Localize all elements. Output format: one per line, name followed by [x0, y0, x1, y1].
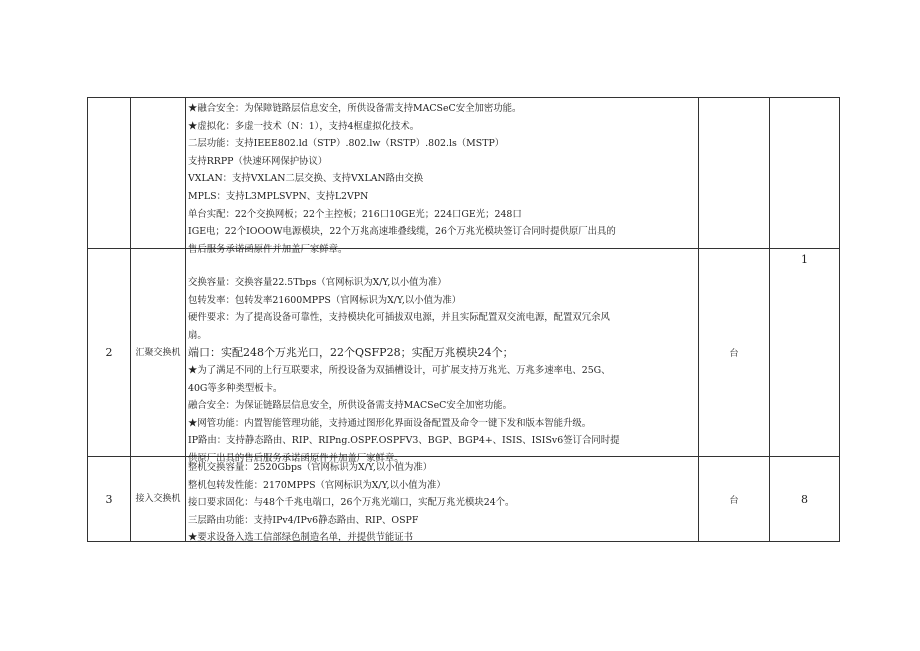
spec-line: 单台实配：22个交换网板；22个主控板；216口10GE光；224口GE光；248口	[188, 208, 522, 220]
row-index	[88, 98, 131, 249]
spec-lines	[186, 98, 698, 255]
spec-line: 扇。	[188, 329, 207, 341]
unit-cell: 台	[699, 249, 770, 457]
spec-line: ★为了满足不同的上行互联要求，所投设备为双插槽设计，可扩展支持万兆光、万兆多速率电、25G、	[188, 364, 611, 376]
spec-line: 融合安全：为保证链路层信息安全，所供设备需支持MACSeC安全加密功能。	[188, 400, 512, 412]
spec-line: MPLS：支持L3MPLSVPN、支持L2VPN	[188, 190, 369, 202]
spec-line: 硬件要求：为了提高设备可靠性，支持模块化可插拔双电源，并且实际配置双交流电源，配置双冗余风	[188, 312, 610, 324]
spec-line: 接口要求固化：与48个千兆电端口，26个万兆光端口，实配万兆光模块24个。	[188, 497, 515, 509]
spec-line: 交换容量：交换容量22.5Tbps（官网标识为X/Y,以小值为准）	[188, 277, 447, 288]
spec-line: 端口：实配248个万兆光口，22个QSFP28；实配万兆模块24个；	[188, 346, 514, 360]
spec-line: IP路由：支持静态路由、RIP、RIPng.OSPF.OSPFV3、BGP、BGP4+、ISIS、ISISv6签订合同时提	[188, 435, 620, 447]
spec-table	[87, 97, 840, 542]
quantity-cell: 8	[770, 457, 840, 542]
unit-cell: 台	[699, 457, 770, 542]
item-name: 接入交换机	[131, 457, 186, 542]
spec-line: 三层路由功能：支持IPv4/IPv6静态路由、RIP、OSPF	[188, 514, 419, 526]
spec-line: 整机包转发性能：2170MPPS（官网标识为X/Y,以小值为准）	[188, 479, 446, 491]
spec-line: VXLAN：支持VXLAN二层交换、支持VXLAN路由交换	[188, 173, 424, 185]
row-index: 2	[88, 249, 131, 457]
table-row	[88, 457, 840, 542]
spec-line: ★虚拟化：多虚一技术（N：1），支持4框虚拟化技术。	[188, 120, 420, 132]
spec-description	[186, 98, 699, 255]
table-row	[88, 249, 840, 457]
table-row	[88, 98, 840, 249]
spec-description	[186, 457, 699, 542]
unit-cell	[699, 98, 770, 249]
quantity-cell	[770, 98, 840, 249]
spec-line: 整机交换容量：2520Gbps（官网标识为X/Y,以小值为准）	[188, 462, 433, 473]
spec-description	[186, 249, 699, 464]
spec-line: 包转发率：包转发率21600MPPS（官网标识为X/Y,以小值为准）	[188, 294, 462, 306]
spec-line: 售后服务承诺函原件并加盖厂家鲜章。	[188, 243, 348, 255]
spec-lines	[186, 252, 698, 464]
item-name	[131, 98, 186, 249]
spec-line: 供原厂出具的售后服务承诺函原件并加盖厂家鲜章。	[188, 452, 404, 464]
quantity-cell: 1	[770, 249, 840, 457]
spec-line: ★融合安全：为保障链路层信息安全，所供设备需支持MACSeC安全加密功能。	[188, 103, 522, 114]
spec-line: 支持RRPP（快速环网保护协议）	[188, 155, 328, 167]
row-index: 3	[88, 457, 131, 542]
spec-line: ★要求设备入选工信部绿色制造名单，并提供节能证书	[188, 532, 414, 544]
item-name: 汇聚交换机	[131, 249, 186, 457]
spec-lines	[186, 457, 698, 544]
spec-line: 二层功能：支持IEEE802.ld（STP）.802.lw（RSTP）.802.ls（MSTP）	[188, 138, 505, 150]
spec-line: IGE电；22个IOOOW电源模块，22个万兆高速堆叠线缆，26个万兆光模块签订合同时提供原厂出具的	[188, 226, 616, 238]
spec-line: 40G等多种类型板卡。	[188, 382, 283, 394]
spec-line: ★网管功能：内置智能管理功能，支持通过图形化界面设备配置及命令一键下发和版本智能升级。	[188, 417, 592, 429]
